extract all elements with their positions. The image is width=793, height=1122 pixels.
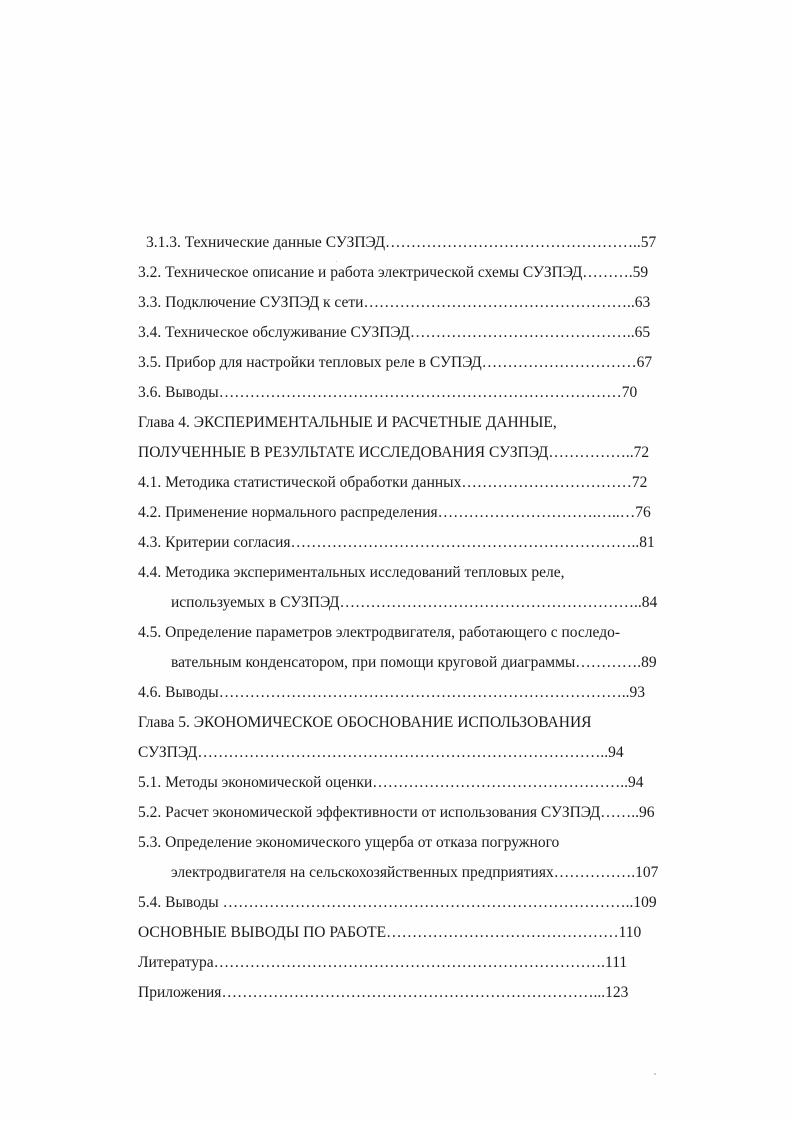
toc-entry: 4.4. Методика экспериментальных исследований тепловых реле, — [138, 564, 565, 581]
toc-entry: 5.3. Определение экономического ущерба от отказа погружного — [138, 834, 560, 851]
toc-entry: вательным конденсатором, при помощи круговой диаграммы………….89 — [171, 654, 657, 671]
scan-speck — [336, 261, 337, 262]
chapter-heading: Глава 5. ЭКОНОМИЧЕСКОЕ ОБОСНОВАНИЕ ИСПОЛЬЗОВАНИЯ — [138, 714, 592, 731]
toc-entry: СУЗПЭД……………………………………………………………………..94 — [138, 744, 624, 761]
toc-entry: 4.1. Методика статистической обработки данных……………………………72 — [138, 474, 648, 491]
toc-entry: 5.1. Методы экономической оценки…………………………………………..94 — [138, 774, 644, 791]
toc-entry: 3.1.3. Технические данные СУЗПЭД…………………………………………..57 — [146, 234, 657, 251]
toc-entry: 4.3. Критерии согласия…………………………………………………………..81 — [138, 534, 655, 551]
toc-entry: 3.3. Подключение СУЗПЭД к сети……………………………………………..63 — [138, 294, 651, 311]
toc-entry: 4.2. Применение нормального распределения………………………….…..…76 — [138, 504, 651, 521]
toc-entry: 3.2. Техническое описание и работа электрической схемы СУЗПЭД……….59 — [138, 264, 649, 281]
toc-entry: Приложения………………………………………………………………...123 — [138, 984, 629, 1001]
toc-entry: ОСНОВНЫЕ ВЫВОДЫ ПО РАБОТЕ………………………………………110 — [138, 924, 642, 941]
toc-entry: 5.4. Выводы ……………………………………………………………………..109 — [138, 894, 657, 911]
toc-entry: 4.5. Определение параметров электродвигателя, работающего с последо- — [138, 624, 621, 641]
toc-entry: 3.6. Выводы……………………………………………………………………70 — [138, 384, 638, 401]
toc-entry: ПОЛУЧЕННЫЕ В РЕЗУЛЬТАТЕ ИССЛЕДОВАНИЯ СУЗПЭД……………..72 — [138, 444, 650, 461]
toc-entry: 4.6. Выводы……………………………………………………………………..93 — [138, 684, 645, 701]
toc-entry: Литература………………………………………………………………….111 — [138, 954, 628, 971]
toc-entry: электродвигателя на сельскохозяйственных предприятиях…………….107 — [171, 864, 659, 881]
toc-entry: 3.5. Прибор для настройки тепловых реле в СУПЭД…………………………67 — [138, 354, 653, 371]
toc-entry: 3.4. Техническое обслуживание СУЗПЭД……………………………………..65 — [138, 324, 651, 341]
toc-entry: 5.2. Расчет экономической эффективности от использования СУЗПЭД……..96 — [138, 804, 655, 821]
chapter-heading: Глава 4. ЭКСПЕРИМЕНТАЛЬНЫЕ И РАСЧЕТНЫЕ ДАННЫЕ, — [138, 414, 557, 431]
toc-entry: используемых в СУЗПЭД…………………………………………………..84 — [171, 594, 658, 611]
scan-speck — [654, 1073, 656, 1075]
